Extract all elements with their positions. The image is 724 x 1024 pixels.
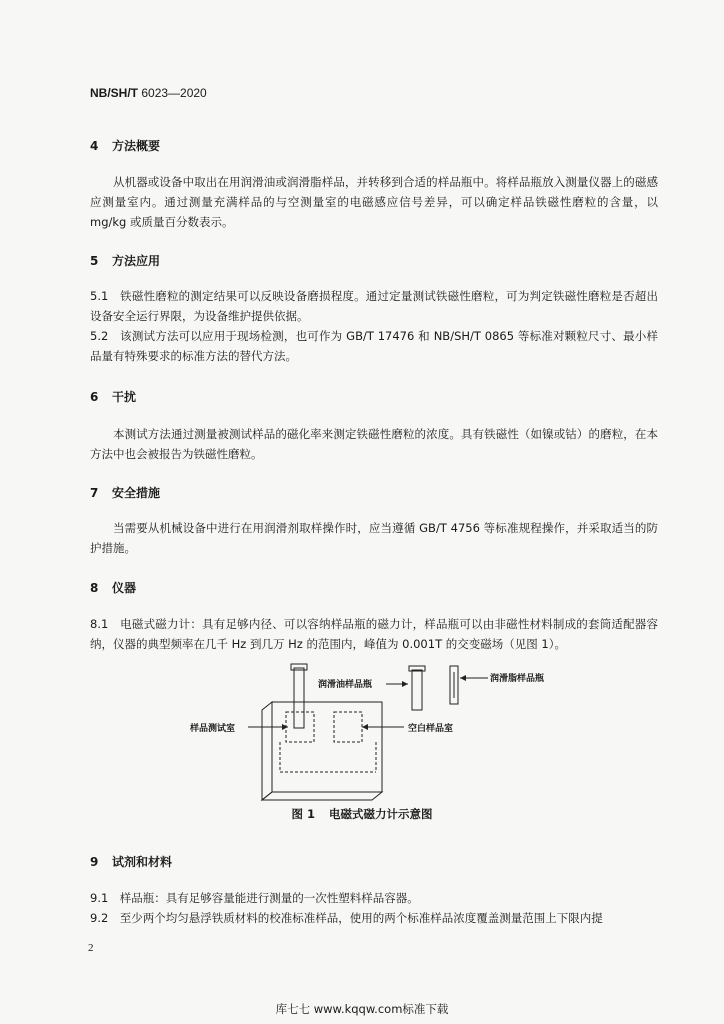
clause-9-1: 9.1 样品瓶：具有足够容量能进行测量的一次性塑料样品容器。 (90, 891, 419, 905)
section-6-paragraph: 本测试方法通过测量被测试样品的磁化率来测定铁磁性磨粒的浓度。具有铁磁性（如镍或钴）的磨粒，在本方法中也会被报告为铁磁性磨粒。 (90, 427, 658, 461)
instrument-front (272, 702, 382, 792)
clause-8-1: 8.1 电磁式磁力计：具有足够内径、可以容纳样品瓶的磁力计，样品瓶可以由非磁性材料制成的套筒适配器容纳，仪器的典型频率在几千 Hz 到几万 Hz 的范围内，峰值为 0.001T 的交变磁场（见图 1）。 (90, 617, 658, 651)
standard-header (90, 86, 207, 100)
test-chamber-label: 样品测试室 (190, 724, 236, 734)
section-7-paragraph: 当需要从机械设备中进行在用润滑剂取样操作时，应当遵循 GB/T 4756 等标准规程操作，并采取适当的防护措施。 (90, 521, 658, 555)
oil-bottle-label: 润滑油样品瓶 (318, 680, 373, 690)
section-7-heading: 7 安全措施 (90, 486, 161, 500)
oil-bottle-inserted (294, 668, 304, 728)
figure-caption (0, 806, 724, 822)
standard-number: 6023—2020 (141, 86, 207, 100)
blank-chamber-shape (334, 712, 362, 742)
section-8-heading: 8 仪器 (90, 581, 137, 595)
section-9-heading: 9 试剂和材料 (90, 855, 173, 869)
instrument-bottom (262, 792, 382, 800)
section-5-heading: 5 方法应用 (90, 254, 161, 268)
instrument-side (262, 702, 272, 800)
section-6-heading: 6 干扰 (90, 390, 137, 404)
clause-5-2: 5.2 该测试方法可以应用于现场检测，也可作为 GB/T 17476 和 NB/SH/T 0865 等标准对颗粒尺寸、最小样品量有特殊要求的标准方法的替代方法。 (90, 329, 658, 363)
section-4-paragraph: 从机器或设备中取出在用润滑油或润滑脂样品，并转移到合适的样品瓶中。将样品瓶放入测量仪器上的磁感应测量室内。通过测量充满样品的与空测量室的电磁感应信号差异，可以确定样品铁磁性磨粒的含量，以 mg/kg 或质量百分数表示。 (90, 175, 658, 229)
figure-number: 图 1 (291, 807, 315, 821)
grease-bottle-label: 润滑脂样品瓶 (490, 674, 545, 684)
clause-5-1: 5.1 铁磁性磨粒的测定结果可以反映设备磨损程度。通过定量测试铁磁性磨粒，可为判定铁磁性磨粒是否超出设备安全运行界限，为设备维护提供依据。 (90, 289, 658, 323)
standard-code: NB/SH/T (90, 86, 138, 100)
clause-9-2: 9.2 至少两个均匀悬浮铁质材料的校准标准样品，使用的两个标准样品浓度覆盖测量范围上下限内提 (90, 911, 603, 925)
oil-bottle-shape (412, 670, 422, 710)
section-4-heading: 4 方法概要 (90, 139, 161, 153)
magnetometer-figure (150, 660, 590, 810)
figure-title: 电磁式磁力计示意图 (329, 807, 433, 821)
watermark-footer: 库七七 www.kqqw.com标准下载 (275, 1002, 449, 1016)
test-chamber-shape (286, 712, 314, 742)
page-number: 2 (88, 942, 94, 954)
blank-chamber-label: 空白样品室 (408, 724, 454, 734)
